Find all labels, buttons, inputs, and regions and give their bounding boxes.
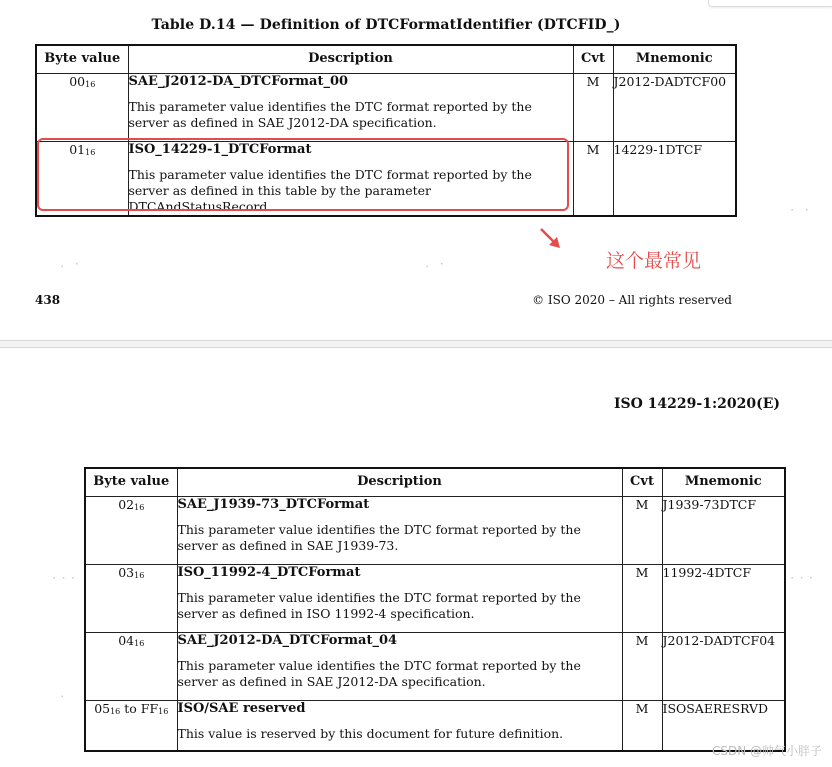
description-cell bbox=[177, 700, 622, 751]
parameter-name: ISO_14229-1_DTCFormat bbox=[128, 141, 312, 157]
byte-value-cell: $05_{16}$ to $FF_{16}$ bbox=[85, 700, 177, 751]
header-byte-value: Byte value bbox=[36, 45, 128, 73]
decoration-dots: ⠂⠂⠂ bbox=[790, 574, 818, 585]
parameter-name: SAE_J2012-DA_DTCFormat_04 bbox=[177, 632, 398, 648]
description-cell bbox=[128, 73, 573, 141]
mnemonic-cell: J1939-73DTCF bbox=[662, 496, 785, 564]
byte-value-cell: $00_{16}$ bbox=[36, 73, 128, 141]
red-highlight-box bbox=[37, 138, 569, 211]
header-description: Description bbox=[128, 45, 573, 73]
cvt-cell: M bbox=[573, 141, 613, 216]
header-cvt: Cvt bbox=[622, 468, 662, 496]
cvt-cell: M bbox=[622, 496, 662, 564]
byte-value-cell: $03_{16}$ bbox=[85, 564, 177, 632]
page-separator bbox=[0, 340, 832, 348]
description-cell bbox=[177, 496, 622, 564]
mnemonic-cell: 11992-4DTCF bbox=[662, 564, 785, 632]
parameter-description: This parameter value identifies the DTC format reported by the server as defined in ISO 11992-4 specification. bbox=[177, 589, 581, 621]
parameter-name: SAE_J2012-DA_DTCFormat_00 bbox=[128, 73, 349, 89]
byte-value-cell: $04_{16}$ bbox=[85, 632, 177, 700]
byte-value-cell: $02_{16}$ bbox=[85, 496, 177, 564]
parameter-description: This parameter value identifies the DTC format reported by the server as defined in SAE J2012-DA specification. bbox=[177, 657, 581, 689]
table-row bbox=[85, 496, 785, 564]
decoration-dots: ⠂ ⠂ bbox=[790, 206, 814, 217]
parameter-name: SAE_J1939-73_DTCFormat bbox=[177, 496, 370, 512]
table-row bbox=[85, 700, 785, 751]
mnemonic-cell: 14229-1DTCF bbox=[613, 141, 736, 216]
annotation-text: 这个最常见 bbox=[606, 250, 702, 272]
page-corner bbox=[708, 0, 832, 7]
cvt-cell: M bbox=[573, 73, 613, 141]
cvt-cell: M bbox=[622, 632, 662, 700]
page-number: 438 bbox=[35, 293, 61, 307]
document-page-1 bbox=[0, 0, 832, 340]
parameter-description: This value is reserved by this document for future definition. bbox=[177, 725, 564, 741]
cvt-cell: M bbox=[622, 700, 662, 751]
decoration-dots: ⠄ bbox=[60, 690, 70, 701]
description-cell bbox=[177, 632, 622, 700]
header-mnemonic: Mnemonic bbox=[662, 468, 785, 496]
decoration-dots: ⠂⠂⠂ bbox=[52, 574, 80, 585]
copyright-notice: © ISO 2020 – All rights reserved bbox=[532, 293, 732, 307]
decoration-dots: ⠄ ⠂ bbox=[60, 260, 84, 271]
byte-value-cell: $01_{16}$ bbox=[36, 141, 128, 216]
table-row bbox=[85, 632, 785, 700]
standard-identifier: ISO 14229-1:2020(E) bbox=[613, 396, 780, 412]
table-header-row bbox=[36, 45, 736, 73]
header-cvt: Cvt bbox=[573, 45, 613, 73]
description-cell bbox=[177, 564, 622, 632]
parameter-name: ISO_11992-4_DTCFormat bbox=[177, 564, 361, 580]
parameter-description: This parameter value identifies the DTC format reported by the server as defined in this table by the parameter DTCAndStatusRecord. bbox=[128, 166, 532, 214]
decoration-dots: ⠄ ⠂ bbox=[425, 260, 449, 271]
dtc-format-table-part-2 bbox=[84, 467, 786, 752]
table-row bbox=[36, 73, 736, 141]
parameter-description: This parameter value identifies the DTC format reported by the server as defined in SAE J2012-DA specification. bbox=[128, 98, 532, 130]
header-byte-value: Byte value bbox=[85, 468, 177, 496]
watermark: CSDN @帅气小胖子 bbox=[711, 744, 822, 758]
mnemonic-cell: J2012-DADTCF04 bbox=[662, 632, 785, 700]
parameter-description: This parameter value identifies the DTC format reported by the server as defined in SAE J1939-73. bbox=[177, 521, 581, 553]
header-description: Description bbox=[177, 468, 622, 496]
table-row bbox=[85, 564, 785, 632]
cvt-cell: M bbox=[622, 564, 662, 632]
table-header-row bbox=[85, 468, 785, 496]
annotation-arrow-icon bbox=[538, 226, 564, 250]
mnemonic-cell: ISOSAERESRVD bbox=[662, 700, 785, 751]
mnemonic-cell: J2012-DADTCF00 bbox=[613, 73, 736, 141]
header-mnemonic: Mnemonic bbox=[613, 45, 736, 73]
parameter-name: ISO/SAE reserved bbox=[177, 700, 306, 716]
table-caption: Table D.14 — Definition of DTCFormatIdentifier (DTCFID_) bbox=[151, 17, 621, 33]
